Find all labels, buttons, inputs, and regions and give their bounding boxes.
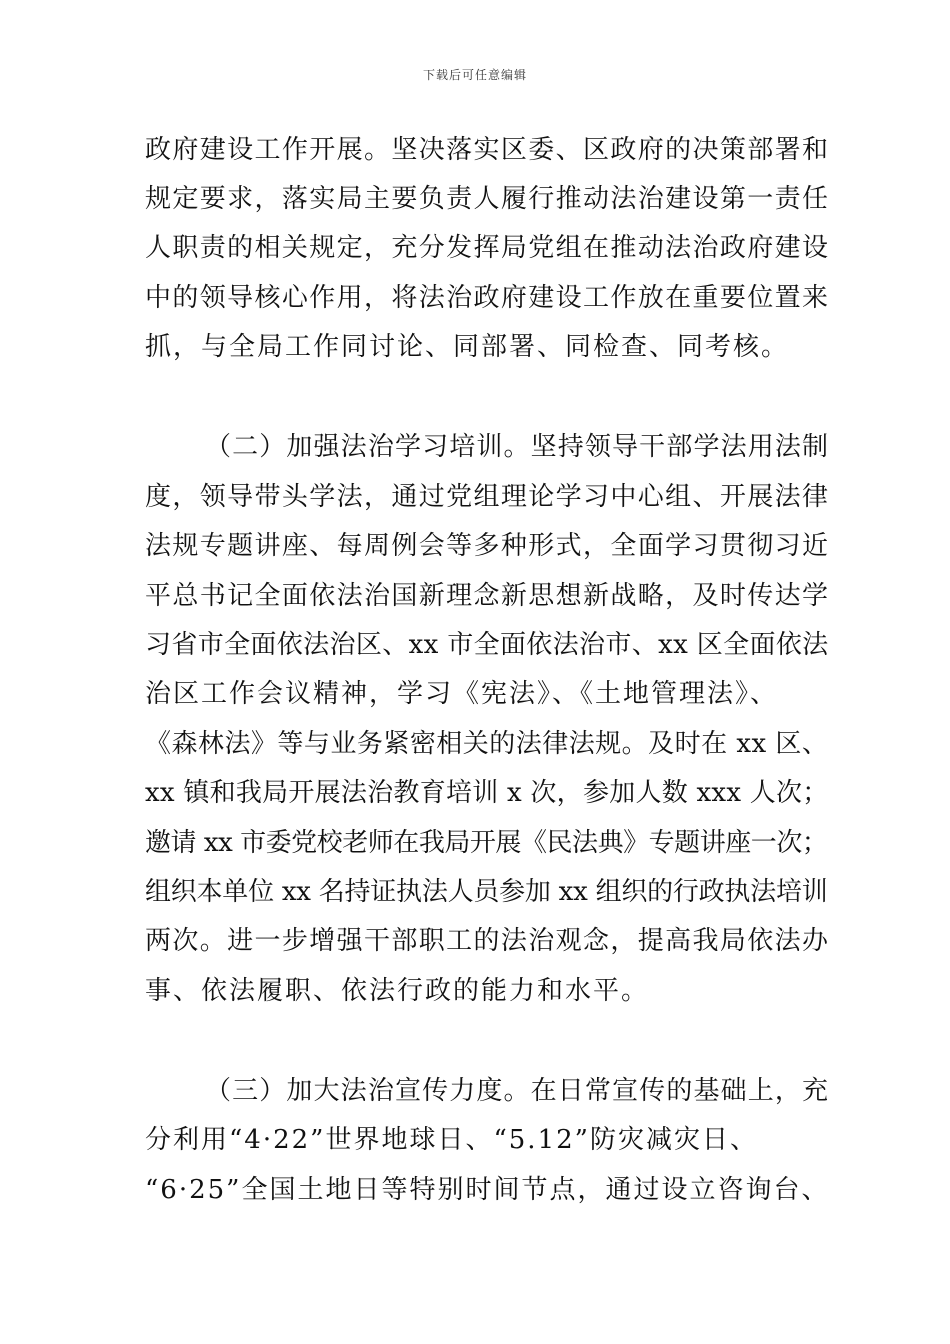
paragraph-2-line-1: （二）加强法治学习培训。坚持领导干部学法用法制 (205, 432, 830, 462)
paragraph-2-line-9: 邀请 xx 市委党校老师在我局开展《民法典》专题讲座一次； (145, 828, 828, 858)
paragraph-1-line-3: 人职责的相关规定，充分发挥局党组在推动法治政府建设 (145, 233, 830, 263)
paragraph-2-line-4: 平总书记全面依法治国新理念新思想新战略，及时传达学 (145, 581, 830, 611)
paragraph-1-line-1: 政府建设工作开展。坚决落实区委、区政府的决策部署和 (145, 135, 830, 165)
paragraph-2-line-5: 习省市全面依法治区、xx 市全面依法治市、xx 区全面依法 (145, 630, 829, 660)
paragraph-1-line-2: 规定要求，落实局主要负责人履行推动法治建设第一责任 (145, 184, 830, 214)
paragraph-2-line-12: 事、依法履职、依法行政的能力和水平。 (145, 976, 650, 1006)
paragraph-2-line-7: 《森林法》等与业务紧密相关的法律法规。及时在 xx 区、 (145, 729, 829, 759)
paragraph-2-line-11: 两次。进一步增强干部职工的法治观念，提高我局依法办 (145, 926, 830, 956)
paragraph-3-line-1: （三）加大法治宣传力度。在日常宣传的基础上，充 (205, 1076, 830, 1106)
paragraph-2-line-6: 治区工作会议精神，学习《宪法》、《土地管理法》、 (145, 679, 779, 709)
paragraph-2-line-10: 组织本单位 xx 名持证执法人员参加 xx 组织的行政执法培训 (145, 877, 828, 907)
paragraph-2-line-3: 法规专题讲座、每周例会等多种形式，全面学习贯彻习近 (145, 531, 830, 561)
paragraph-2-line-2: 度，领导带头学法，通过党组理论学习中心组、开展法律 (145, 482, 830, 512)
paragraph-2-line-8: xx 镇和我局开展法治教育培训 x 次，参加人数 xxx 人次； (145, 778, 829, 808)
paragraph-3-line-3: “6·25”全国土地日等特别时间节点，通过设立咨询台、 (145, 1175, 830, 1205)
paragraph-1-line-5: 抓，与全局工作同讨论、同部署、同检查、同考核。 (145, 332, 790, 362)
paragraph-1-line-4: 中的领导核心作用，将法治政府建设工作放在重要位置来 (145, 283, 830, 313)
page-header: 下载后可任意编辑 (422, 68, 527, 82)
paragraph-3-line-2: 分利用“4·22”世界地球日、“5.12”防灾减灾日、 (145, 1125, 758, 1155)
